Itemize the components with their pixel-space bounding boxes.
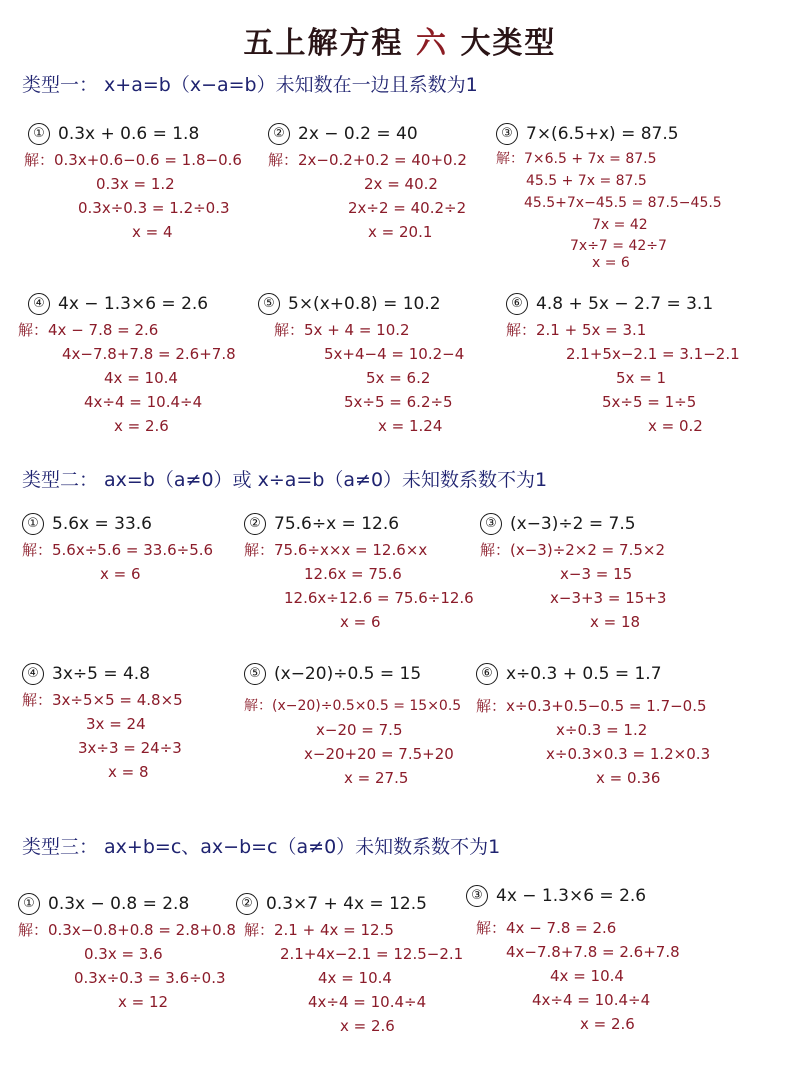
page-title bbox=[0, 18, 800, 62]
title-tail: 大类型 bbox=[460, 26, 557, 61]
section-heading-type-1: 类型一： x+a=b（x−a=b）未知数在一边且系数为1 bbox=[22, 74, 478, 96]
problem-1-4: ④ 4x − 1.3×6 = 2.6 解：4x − 7.8 = 2.6 4x−7.8+7.8 = 2.6+7.8 4x = 10.4 4x÷4 = 10.4÷4 x = 2.6 bbox=[18, 294, 236, 435]
problem-2-3: ③ (x−3)÷2 = 7.5 解：(x−3)÷2×2 = 7.5×2 x−3 = 15 x−3+3 = 15+3 x = 18 bbox=[480, 514, 667, 631]
solution-step: x = 4 bbox=[132, 223, 173, 241]
problem-number: ① bbox=[28, 123, 50, 145]
problem-2-4: ④ 3x÷5 = 4.8 解：3x÷5×5 = 4.8×5 3x = 24 3x÷3 = 24÷3 x = 8 bbox=[22, 664, 183, 781]
equation: ① 0.3x + 0.6 = 1.8 bbox=[28, 120, 288, 148]
solution-step: 0.3x = 1.2 bbox=[96, 175, 175, 193]
title-main: 五上解方程 bbox=[243, 26, 404, 61]
title-accent: 六 bbox=[403, 26, 461, 61]
problem-3-2: ② 0.3×7 + 4x = 12.5 解：2.1 + 4x = 12.5 2.1+4x−2.1 = 12.5−2.1 4x = 10.4 4x÷4 = 10.4÷4 x = 2.6 bbox=[236, 890, 496, 1038]
section-heading-type-3: 类型三： ax+b=c、ax−b=c（a≠0）未知数系数不为1 bbox=[22, 836, 501, 858]
problem-2-5: ⑤ (x−20)÷0.5 = 15 解：(x−20)÷0.5×0.5 = 15×0.5 x−20 = 7.5 x−20+20 = 7.5+20 x = 27.5 bbox=[244, 664, 462, 787]
problem-2-2: ② 75.6÷x = 12.6 解：75.6÷x×x = 12.6×x 12.6x = 75.6 12.6x÷12.6 = 75.6÷12.6 x = 6 bbox=[244, 514, 474, 631]
problem-2-6: ⑥ x÷0.3 + 0.5 = 1.7 解：x÷0.3+0.5−0.5 = 1.7−0.5 x÷0.3 = 1.2 x÷0.3×0.3 = 1.2×0.3 x = 0.36 bbox=[476, 664, 711, 787]
section-heading-type-2: 类型二： ax=b（a≠0）或 x÷a=b（a≠0）未知数系数不为1 bbox=[22, 469, 548, 491]
problem-1-5: ⑤ 5×(x+0.8) = 10.2 解：5x + 4 = 10.2 5x+4−4 = 10.2−4 5x = 6.2 5x÷5 = 6.2÷5 x = 1.24 bbox=[258, 290, 518, 438]
solution-step: 解：0.3x+0.6−0.6 = 1.8−0.6 bbox=[24, 151, 242, 169]
solution-step: 0.3x÷0.3 = 1.2÷0.3 bbox=[78, 199, 230, 217]
problem-3-3: ③ 4x − 1.3×6 = 2.6 解：4x − 7.8 = 2.6 4x−7.8+7.8 = 2.6+7.8 4x = 10.4 4x÷4 = 10.4÷4 x = 2.6 bbox=[466, 882, 726, 1036]
problem-3-1: ① 0.3x − 0.8 = 2.8 解：0.3x−0.8+0.8 = 2.8+0.8 0.3x = 3.6 0.3x÷0.3 = 3.6÷0.3 x = 12 bbox=[18, 894, 236, 1011]
problem-2-1: ① 5.6x = 33.6 解：5.6x÷5.6 = 33.6÷5.6 x = 6 bbox=[22, 514, 214, 583]
problem-1-1 bbox=[24, 120, 288, 244]
problem-1-6: ⑥ 4.8 + 5x − 2.7 = 3.1 解：2.1 + 5x = 3.1 2.1+5x−2.1 = 3.1−2.1 5x = 1 5x÷5 = 1÷5 x = 0.2 bbox=[506, 294, 740, 435]
problem-1-3: ③ 7×(6.5+x) = 87.5 解：7×6.5 + 7x = 87.5 45.5 + 7x = 87.5 45.5+7x−45.5 = 87.5−45.5 7x = 42 7x÷7 = 42÷7 x = 6 bbox=[496, 124, 722, 271]
problem-1-2: ② 2x − 0.2 = 40 解：2x−0.2+0.2 = 40+0.2 2x = 40.2 2x÷2 = 40.2÷2 x = 20.1 bbox=[268, 124, 467, 241]
